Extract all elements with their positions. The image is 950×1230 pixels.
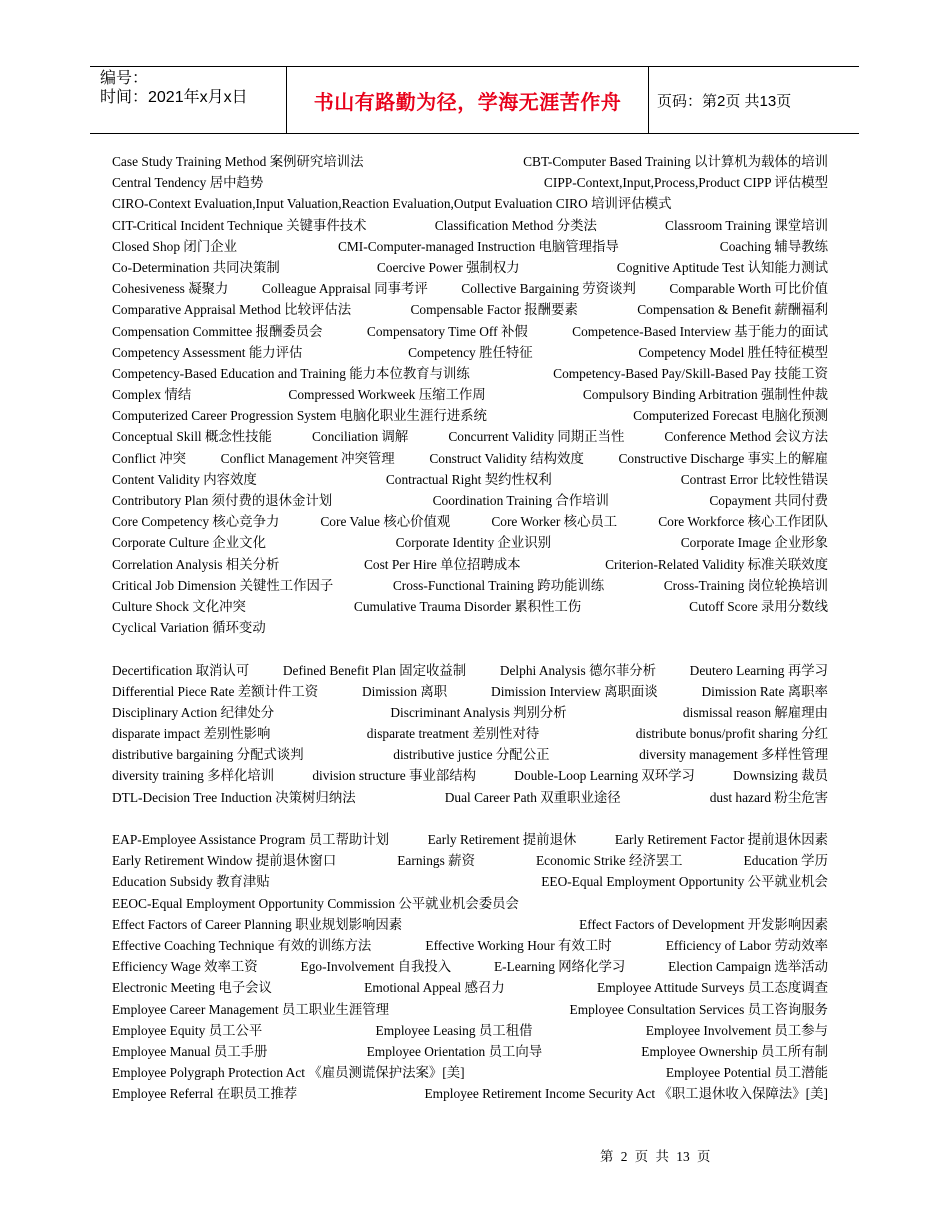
- glossary-line: [112, 787, 828, 808]
- glossary-term: Competency-Based Pay/Skill-Based Pay 技能工资: [553, 365, 828, 381]
- glossary-term: Competency 胜任特征: [408, 344, 533, 360]
- glossary-term: Competency Model 胜任特征模型: [638, 344, 828, 360]
- glossary-line: [112, 405, 828, 426]
- glossary-term: Corporate Identity 企业识别: [395, 535, 552, 551]
- glossary-line: [112, 702, 828, 723]
- glossary-term: Cross-Training 岗位轮换培训: [663, 577, 828, 593]
- glossary-term: Employee Manual 员工手册: [112, 1043, 268, 1059]
- glossary-term: Employee Ownership 员工所有制: [641, 1043, 828, 1059]
- glossary-line: [112, 342, 828, 363]
- glossary-line: [112, 384, 828, 405]
- glossary-term: distributive justice 分配公正: [393, 747, 550, 763]
- glossary-term: Criterion-Related Validity 标准关联效度: [605, 556, 828, 572]
- glossary-term: Critical Job Dimension 关键性工作因子: [112, 577, 334, 593]
- glossary-term: Ego-Involvement 自我投入: [300, 959, 452, 975]
- glossary-term: Competency-Based Education and Training 能力本位教育与训练: [112, 365, 470, 381]
- glossary-line: [112, 977, 828, 998]
- glossary-term: EEO-Equal Employment Opportunity 公平就业机会: [541, 874, 828, 890]
- glossary-term: Compressed Workweek 压缩工作周: [288, 387, 486, 403]
- glossary-term: Early Retirement Factor 提前退休因素: [614, 832, 828, 847]
- glossary-line: [112, 193, 828, 214]
- glossary-term: Constructive Discharge 事实上的解雇: [618, 450, 828, 466]
- glossary-term: Cross-Functional Training 跨功能训练: [392, 577, 605, 593]
- glossary-term: Employee Involvement 员工参与: [645, 1022, 828, 1038]
- glossary-term: Effect Factors of Career Planning 职业规划影响因素: [112, 916, 403, 932]
- glossary-term: Delphi Analysis 德尔菲分析: [499, 662, 657, 678]
- glossary-term: CIT-Critical Incident Technique 关键事件技术: [112, 217, 367, 233]
- glossary-term: Copayment 共同付费: [709, 493, 828, 508]
- glossary-term: Dimission 离职: [361, 683, 448, 699]
- group-gap: [112, 808, 828, 829]
- glossary-line: [112, 1020, 828, 1041]
- glossary-term: Employee Referral 在职员工推荐: [112, 1086, 298, 1102]
- glossary-term: Classification Method 分类法: [434, 217, 597, 233]
- glossary-term: Discriminant Analysis 判别分析: [390, 704, 567, 720]
- glossary-term: Effective Coaching Technique 有效的训练方法: [112, 937, 372, 953]
- glossary-term: Earnings 薪资: [397, 853, 475, 869]
- glossary-line: [112, 426, 828, 447]
- glossary-line: [112, 660, 828, 681]
- glossary-line: [112, 532, 828, 553]
- glossary-line: [112, 236, 828, 257]
- group-gap: [112, 638, 828, 659]
- glossary-term: Core Value 核心价值观: [320, 514, 451, 530]
- glossary-term: Compensation & Benefit 薪酬福利: [637, 302, 828, 318]
- glossary-term: division structure 事业部结构: [312, 768, 477, 784]
- header-meta: [90, 67, 286, 133]
- glossary-term: Cumulative Trauma Disorder 累积性工伤: [353, 598, 582, 614]
- glossary-line: [112, 935, 828, 956]
- glossary-line: [112, 914, 828, 935]
- glossary-term: Contrast Error 比较性错误: [680, 471, 828, 487]
- glossary-term: Employee Attitude Surveys 员工态度调查: [597, 980, 828, 996]
- glossary-term: Decertification 取消认可: [112, 662, 250, 678]
- glossary-term: Compensatory Time Off 补假: [366, 323, 528, 339]
- glossary-line: [112, 469, 828, 490]
- glossary-term: Construct Validity 结构效度: [429, 450, 584, 466]
- glossary-term: Concurrent Validity 同期正当性: [448, 429, 625, 445]
- glossary-term: Efficiency Wage 效率工资: [112, 959, 258, 975]
- glossary-term: Differential Piece Rate 差额计件工资: [112, 683, 319, 699]
- glossary-line: [112, 596, 828, 617]
- glossary-term: Dimission Interview 离职面谈: [491, 683, 658, 699]
- glossary-line: [112, 511, 828, 532]
- glossary-term: Efficiency of Labor 劳动效率: [665, 937, 828, 953]
- glossary-term: Comparative Appraisal Method 比较评估法: [112, 302, 352, 318]
- glossary-line: [112, 215, 828, 236]
- glossary-term: dust hazard 粉尘危害: [709, 789, 828, 805]
- glossary-term: Economic Strike 经济罢工: [535, 853, 683, 869]
- glossary-term: Employee Consultation Services 员工咨询服务: [569, 1001, 828, 1017]
- glossary-term: CMI-Computer-managed Instruction 电脑管理指导: [337, 238, 619, 254]
- glossary-term: CBT-Computer Based Training 以计算机为载体的培训: [523, 154, 828, 169]
- glossary-term: Complex 情结: [112, 387, 192, 403]
- header-page-label: 页码：第2页 共13页: [657, 92, 792, 110]
- glossary-term: Core Competency 核心竞争力: [112, 514, 280, 530]
- glossary-term: Correlation Analysis 相关分析: [112, 556, 280, 572]
- glossary-term: E-Learning 网络化学习: [493, 959, 626, 975]
- glossary-term: EEOC-Equal Employment Opportunity Commission 公平就业机会委员会: [112, 895, 519, 911]
- glossary-term: disparate impact 差别性影响: [112, 726, 271, 742]
- header-table: [90, 66, 859, 134]
- glossary-term: Education Subsidy 教育津贴: [112, 874, 270, 890]
- glossary-term: Classroom Training 课堂培训: [665, 217, 828, 233]
- glossary-line: [112, 363, 828, 384]
- glossary-term: dismissal reason 解雇理由: [682, 704, 828, 720]
- glossary-term: Disciplinary Action 纪律处分: [112, 704, 275, 720]
- glossary-line: [112, 257, 828, 278]
- glossary-term: Contractual Right 契约性权利: [385, 471, 552, 487]
- glossary-line: [112, 448, 828, 469]
- glossary-term: CIRO-Context Evaluation,Input Valuation,Reaction Evaluation,Output Evaluation CIRO 培训评估模式: [112, 196, 672, 212]
- glossary-term: Employee Retirement Income Security Act 《职工退休收入保障法》[美]: [424, 1086, 828, 1102]
- glossary-term: diversity management 多样性管理: [639, 747, 828, 763]
- glossary-line: [112, 490, 828, 511]
- glossary-term: disparate treatment 差别性对待: [366, 726, 540, 742]
- glossary-term: Downsizing 裁员: [733, 768, 828, 784]
- glossary-term: Collective Bargaining 劳资谈判: [461, 281, 636, 297]
- glossary-term: Employee Polygraph Protection Act 《雇员测谎保护法案》[美]: [112, 1065, 465, 1081]
- time-label: 时间：2021年x月x日: [100, 89, 248, 106]
- glossary-term: Corporate Image 企业形象: [680, 535, 828, 551]
- glossary-term: Dual Career Path 双重职业途径: [444, 789, 621, 805]
- glossary-term: Early Retirement 提前退休: [427, 832, 577, 847]
- glossary-term: Deutero Learning 再学习: [689, 662, 828, 678]
- glossary-line: [112, 1041, 828, 1062]
- glossary-term: EAP-Employee Assistance Program 员工帮助计划: [112, 832, 390, 847]
- glossary-line: [112, 681, 828, 702]
- header-motto: 书山有路勤为径，学海无涯苦作舟: [286, 67, 649, 133]
- glossary-line: [112, 554, 828, 575]
- glossary-term: Coordination Training 合作培训: [432, 493, 609, 508]
- glossary-term: Compensation Committee 报酬委员会: [112, 323, 323, 339]
- glossary-term: distribute bonus/profit sharing 分红: [635, 726, 828, 742]
- glossary-term: Culture Shock 文化冲突: [112, 598, 246, 614]
- glossary-term: Electronic Meeting 电子会议: [112, 980, 272, 996]
- glossary-line: [112, 999, 828, 1020]
- glossary-term: Early Retirement Window 提前退休窗口: [112, 853, 337, 869]
- glossary-term: DTL-Decision Tree Induction 决策树归纳法: [112, 789, 356, 805]
- glossary-term: Emotional Appeal 感召力: [364, 980, 505, 996]
- glossary-term: Cognitive Aptitude Test 认知能力测试: [616, 259, 828, 275]
- glossary-term: Cyclical Variation 循环变动: [112, 620, 266, 636]
- glossary-term: Colleague Appraisal 同事考评: [261, 281, 428, 297]
- glossary-term: Comparable Worth 可比价值: [669, 281, 828, 297]
- glossary-term: Election Campaign 选举活动: [668, 959, 828, 975]
- glossary-term: Coaching 辅导教练: [719, 238, 828, 254]
- glossary-term: Employee Potential 员工潜能: [665, 1065, 828, 1081]
- glossary-term: Conference Method 会议方法: [664, 429, 828, 445]
- glossary-term: Dimission Rate 离职率: [701, 683, 828, 699]
- glossary-term: Contributory Plan 须付费的退休金计划: [112, 493, 333, 508]
- glossary-term: CIPP-Context,Input,Process,Product CIPP 评估模型: [543, 175, 828, 191]
- glossary-term: Cutoff Score 录用分数线: [689, 598, 828, 614]
- glossary-term: Compensable Factor 报酬要素: [410, 302, 578, 318]
- glossary-line: [112, 151, 828, 172]
- glossary-line: [112, 299, 828, 320]
- glossary-term: Defined Benefit Plan 固定收益制: [282, 662, 467, 678]
- glossary-term: Central Tendency 居中趋势: [112, 175, 264, 191]
- glossary-term: Competence-Based Interview 基于能力的面试: [572, 323, 828, 339]
- glossary-term: Cohesiveness 凝聚力: [112, 281, 229, 297]
- glossary-content: [112, 151, 828, 1104]
- glossary-line: [112, 723, 828, 744]
- glossary-term: Computerized Career Progression System 电脑化职业生涯行进系统: [112, 408, 487, 424]
- glossary-line: [112, 278, 828, 299]
- number-label: 编号：: [100, 70, 149, 87]
- glossary-term: Employee Orientation 员工向导: [366, 1043, 543, 1059]
- glossary-term: Case Study Training Method 案例研究培训法: [112, 154, 364, 169]
- glossary-term: Compulsory Binding Arbitration 强制性仲裁: [582, 387, 828, 403]
- glossary-line: [112, 893, 828, 914]
- page-footer: 第 2 页 共 13 页: [600, 1149, 711, 1164]
- glossary-term: Corporate Culture 企业文化: [112, 535, 266, 551]
- glossary-term: Closed Shop 闭门企业: [112, 238, 237, 254]
- glossary-line: [112, 956, 828, 977]
- glossary-line: [112, 765, 828, 786]
- glossary-term: Conceptual Skill 概念性技能: [112, 429, 272, 445]
- glossary-line: [112, 172, 828, 193]
- glossary-line: [112, 744, 828, 765]
- glossary-term: diversity training 多样化培训: [112, 768, 275, 784]
- glossary-term: Cost Per Hire 单位招聘成本: [363, 556, 521, 572]
- glossary-term: Competency Assessment 能力评估: [112, 344, 303, 360]
- glossary-line: [112, 829, 828, 850]
- glossary-term: Double-Loop Learning 双环学习: [514, 768, 695, 784]
- glossary-term: Co-Determination 共同决策制: [112, 259, 280, 275]
- glossary-term: Education 学历: [743, 853, 828, 869]
- glossary-line: [112, 575, 828, 596]
- glossary-term: Conflict 冲突: [112, 450, 187, 466]
- glossary-term: Core Workforce 核心工作团队: [658, 514, 828, 530]
- glossary-term: Coercive Power 强制权力: [376, 259, 520, 275]
- glossary-term: Effect Factors of Development 开发影响因素: [579, 916, 828, 932]
- glossary-term: Computerized Forecast 电脑化预测: [633, 408, 828, 424]
- glossary-line: [112, 1062, 828, 1083]
- glossary-term: Employee Career Management 员工职业生涯管理: [112, 1001, 390, 1017]
- glossary-term: Content Validity 内容效度: [112, 471, 257, 487]
- glossary-term: Conflict Management 冲突管理: [220, 450, 395, 466]
- glossary-term: Conciliation 调解: [311, 429, 409, 445]
- glossary-line: [112, 1083, 828, 1104]
- glossary-term: Effective Working Hour 有效工时: [425, 937, 612, 953]
- glossary-line: [112, 850, 828, 871]
- glossary-line: [112, 617, 828, 638]
- glossary-term: Employee Leasing 员工租借: [375, 1022, 533, 1038]
- glossary-line: [112, 871, 828, 892]
- glossary-line: [112, 321, 828, 342]
- glossary-term: Employee Equity 员工公平: [112, 1022, 263, 1038]
- glossary-term: distributive bargaining 分配式谈判: [112, 747, 304, 763]
- glossary-term: Core Worker 核心员工: [491, 514, 618, 530]
